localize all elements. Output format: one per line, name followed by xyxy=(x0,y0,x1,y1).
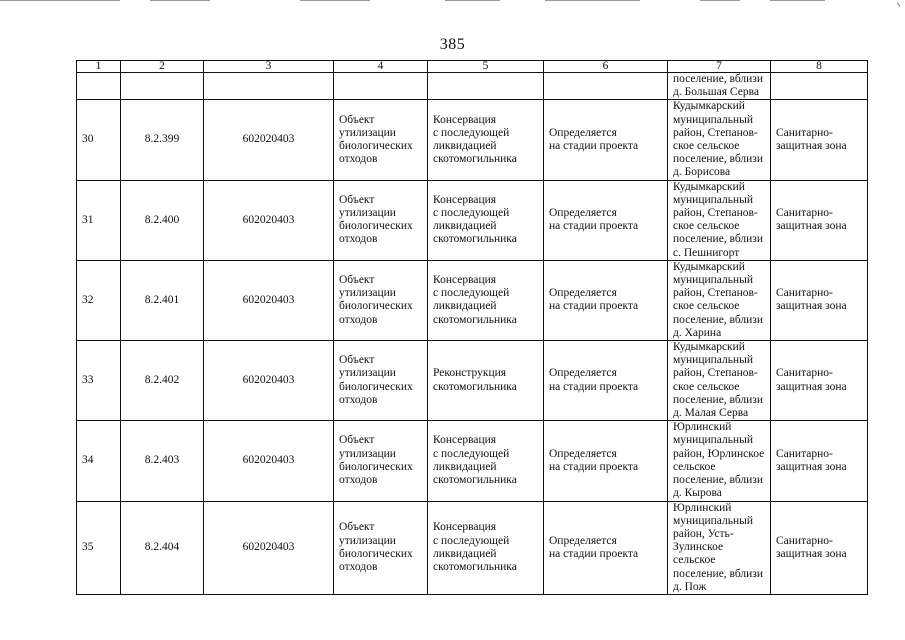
text-line: муниципальный xyxy=(673,113,754,126)
scan-artifact-mark xyxy=(897,2,901,7)
table-row xyxy=(77,260,868,340)
table-row xyxy=(77,341,868,421)
cell-code: 8.2.401 xyxy=(121,260,204,340)
text-line: муниципальный xyxy=(673,434,754,447)
text-line: отходов xyxy=(339,233,378,246)
text-line: утилизации xyxy=(339,126,396,139)
text-line: защитная зона xyxy=(776,547,847,560)
text-line: на стадии проекта xyxy=(549,300,639,313)
cell-parameters xyxy=(544,180,668,260)
cell-row-number: 35 xyxy=(77,501,121,594)
text-line: биологических xyxy=(339,547,413,560)
cell-location xyxy=(668,501,771,594)
cell-zone xyxy=(771,501,868,594)
text-line: д. Кырова xyxy=(673,487,722,500)
text-line: Кудымкарский xyxy=(673,260,745,273)
cell-code: 8.2.403 xyxy=(121,421,204,501)
text-line: Консервация xyxy=(433,113,497,126)
text-line: на стадии проекта xyxy=(549,460,639,473)
cell-action xyxy=(428,421,544,501)
scan-artifact-line xyxy=(700,0,740,1)
cell-kind-code: 602020403 xyxy=(204,260,334,340)
text-line: с последующей xyxy=(433,126,510,139)
text-line: ское сельское xyxy=(673,140,740,153)
text-line: д. Борисова xyxy=(673,166,731,179)
cell-zone xyxy=(771,100,868,180)
cell-object-name xyxy=(334,180,428,260)
cell-parameters xyxy=(544,100,668,180)
cell-parameters xyxy=(544,341,668,421)
text-line: Консервация xyxy=(433,274,497,287)
text-line: ликвидацией xyxy=(433,220,497,233)
cell-location xyxy=(668,260,771,340)
text-line: поселение, вблизи xyxy=(673,567,763,580)
text-line: биологических xyxy=(339,300,413,313)
cell-object-name xyxy=(334,421,428,501)
cell-empty xyxy=(77,73,121,100)
text-line: Объект xyxy=(339,434,375,447)
text-line: Кудымкарский xyxy=(673,180,745,193)
text-line: на стадии проекта xyxy=(549,220,639,233)
text-line: утилизации xyxy=(339,207,396,220)
text-line: поселение, вблизи xyxy=(673,313,763,326)
cell-object-name xyxy=(334,341,428,421)
text-line: муниципальный xyxy=(673,274,754,287)
text-line: Объект xyxy=(339,113,375,126)
text-line: муниципальный xyxy=(673,354,754,367)
column-number-header: 1 xyxy=(77,61,121,73)
text-line: район, Степанов- xyxy=(673,367,758,380)
text-line: муниципальный xyxy=(673,193,754,206)
cell-row-number: 31 xyxy=(77,180,121,260)
text-line: ликвидацией xyxy=(433,300,497,313)
text-line: Зулинское сельское xyxy=(673,541,724,567)
scan-artifact-line xyxy=(445,0,500,1)
text-line: поселение, вблизи xyxy=(673,73,763,85)
cell-kind-code: 602020403 xyxy=(204,100,334,180)
text-line: биологических xyxy=(339,140,413,153)
text-line: утилизации xyxy=(339,287,396,300)
text-line: поселение, вблизи xyxy=(673,393,763,406)
text-line: с последующей xyxy=(433,207,510,220)
cell-empty xyxy=(771,73,868,100)
text-line: поселение, вблизи xyxy=(673,233,763,246)
cell-location-continued xyxy=(668,73,771,100)
text-line: скотомогильника xyxy=(433,380,517,393)
text-line: Юрлинский xyxy=(673,501,732,514)
text-line: ликвидацией xyxy=(433,460,497,473)
text-line: район, Степанов- xyxy=(673,287,758,300)
text-line: защитная зона xyxy=(776,220,847,233)
cell-action xyxy=(428,501,544,594)
text-line: ское сельское xyxy=(673,300,740,313)
text-line: Санитарно- xyxy=(776,534,833,547)
text-line: отходов xyxy=(339,560,378,573)
text-line: Санитарно- xyxy=(776,126,833,139)
text-line: с последующей xyxy=(433,534,510,547)
text-line: Консервация xyxy=(433,193,497,206)
text-line: район, Степанов- xyxy=(673,126,758,139)
text-line: ское сельское xyxy=(673,380,740,393)
text-line: район, Степанов- xyxy=(673,207,758,220)
table-row xyxy=(77,180,868,260)
text-line: Санитарно- xyxy=(776,447,833,460)
cell-action xyxy=(428,100,544,180)
column-number-header: 8 xyxy=(771,61,868,73)
text-line: сельское xyxy=(673,460,716,473)
cell-object-name xyxy=(334,260,428,340)
cell-zone xyxy=(771,421,868,501)
table-row xyxy=(77,421,868,501)
text-line: Определяется xyxy=(549,287,617,300)
text-line: Консервация xyxy=(433,521,497,534)
text-line: защитная зона xyxy=(776,380,847,393)
text-line: защитная зона xyxy=(776,460,847,473)
continuation-row xyxy=(77,73,868,100)
cell-code: 8.2.400 xyxy=(121,180,204,260)
cell-kind-code: 602020403 xyxy=(204,421,334,501)
text-line: д. Харина xyxy=(673,326,722,339)
text-line: Объект xyxy=(339,354,375,367)
text-line: ликвидацией xyxy=(433,547,497,560)
text-line: утилизации xyxy=(339,534,396,547)
text-line: Санитарно- xyxy=(776,287,833,300)
table-row xyxy=(77,501,868,594)
cell-kind-code: 602020403 xyxy=(204,341,334,421)
column-number-header: 6 xyxy=(544,61,668,73)
cell-empty xyxy=(334,73,428,100)
text-line: с последующей xyxy=(433,447,510,460)
objects-table xyxy=(76,60,868,595)
cell-row-number: 32 xyxy=(77,260,121,340)
text-line: ское сельское xyxy=(673,220,740,233)
column-number-header: 7 xyxy=(668,61,771,73)
text-line: Объект xyxy=(339,193,375,206)
cell-row-number: 30 xyxy=(77,100,121,180)
text-line: ликвидацией xyxy=(433,140,497,153)
cell-action xyxy=(428,260,544,340)
text-line: Объект xyxy=(339,521,375,534)
column-number-header: 2 xyxy=(121,61,204,73)
cell-zone xyxy=(771,260,868,340)
cell-row-number: 33 xyxy=(77,341,121,421)
text-line: Определяется xyxy=(549,534,617,547)
text-line: район, Усть- xyxy=(673,527,734,540)
text-line: Определяется xyxy=(549,447,617,460)
cell-code: 8.2.399 xyxy=(121,100,204,180)
cell-empty xyxy=(121,73,204,100)
scan-artifact-line xyxy=(150,0,210,1)
text-line: скотомогильника xyxy=(433,313,517,326)
cell-code: 8.2.402 xyxy=(121,341,204,421)
text-line: Реконструкция xyxy=(433,367,507,380)
scan-artifact-line xyxy=(770,0,825,1)
column-number-header: 3 xyxy=(204,61,334,73)
table-body xyxy=(77,61,868,595)
text-line: скотомогильника xyxy=(433,233,517,246)
cell-parameters xyxy=(544,421,668,501)
text-line: отходов xyxy=(339,393,378,406)
cell-empty xyxy=(204,73,334,100)
text-line: с. Пешнигорт xyxy=(673,246,740,259)
text-line: скотомогильника xyxy=(433,153,517,166)
cell-empty xyxy=(544,73,668,100)
text-line: д. Большая Серва xyxy=(673,86,759,99)
text-line: отходов xyxy=(339,313,378,326)
text-line: Определяется xyxy=(549,126,617,139)
text-line: утилизации xyxy=(339,367,396,380)
text-line: д. Пож xyxy=(673,580,707,593)
text-line: район, Юрлинское xyxy=(673,447,765,460)
cell-parameters xyxy=(544,260,668,340)
text-line: биологических xyxy=(339,460,413,473)
table-row xyxy=(77,100,868,180)
text-line: Санитарно- xyxy=(776,207,833,220)
cell-row-number: 34 xyxy=(77,421,121,501)
cell-object-name xyxy=(334,100,428,180)
text-line: на стадии проекта xyxy=(549,380,639,393)
text-line: утилизации xyxy=(339,447,396,460)
text-line: защитная зона xyxy=(776,140,847,153)
text-line: на стадии проекта xyxy=(549,547,639,560)
cell-code: 8.2.404 xyxy=(121,501,204,594)
cell-empty xyxy=(428,73,544,100)
text-line: Кудымкарский xyxy=(673,100,745,113)
column-number-header: 4 xyxy=(334,61,428,73)
cell-action xyxy=(428,341,544,421)
text-line: биологических xyxy=(339,220,413,233)
text-line: биологических xyxy=(339,380,413,393)
text-line: Объект xyxy=(339,274,375,287)
text-line: Кудымкарский xyxy=(673,341,745,354)
text-line: Определяется xyxy=(549,367,617,380)
cell-location xyxy=(668,421,771,501)
cell-location xyxy=(668,100,771,180)
cell-object-name xyxy=(334,501,428,594)
cell-location xyxy=(668,180,771,260)
cell-kind-code: 602020403 xyxy=(204,501,334,594)
text-line: с последующей xyxy=(433,287,510,300)
scan-artifact-line xyxy=(300,0,370,1)
text-line: Консервация xyxy=(433,434,497,447)
text-line: отходов xyxy=(339,153,378,166)
cell-zone xyxy=(771,341,868,421)
cell-location xyxy=(668,341,771,421)
text-line: на стадии проекта xyxy=(549,140,639,153)
cell-kind-code: 602020403 xyxy=(204,180,334,260)
text-line: скотомогильника xyxy=(433,474,517,487)
text-line: защитная зона xyxy=(776,300,847,313)
text-line: муниципальный xyxy=(673,514,754,527)
text-line: скотомогильника xyxy=(433,560,517,573)
text-line: Санитарно- xyxy=(776,367,833,380)
cell-zone xyxy=(771,180,868,260)
page-number: 385 xyxy=(439,36,466,53)
text-line: поселение, вблизи xyxy=(673,474,763,487)
text-line: д. Малая Серва xyxy=(673,407,749,420)
text-line: Юрлинский xyxy=(673,421,732,434)
cell-action xyxy=(428,180,544,260)
column-number-header: 5 xyxy=(428,61,544,73)
text-line: Определяется xyxy=(549,207,617,220)
cell-parameters xyxy=(544,501,668,594)
column-number-header-row xyxy=(77,61,868,73)
scan-artifact-line xyxy=(0,0,120,1)
text-line: поселение, вблизи xyxy=(673,153,763,166)
scan-artifact-line xyxy=(545,0,640,1)
text-line: отходов xyxy=(339,474,378,487)
